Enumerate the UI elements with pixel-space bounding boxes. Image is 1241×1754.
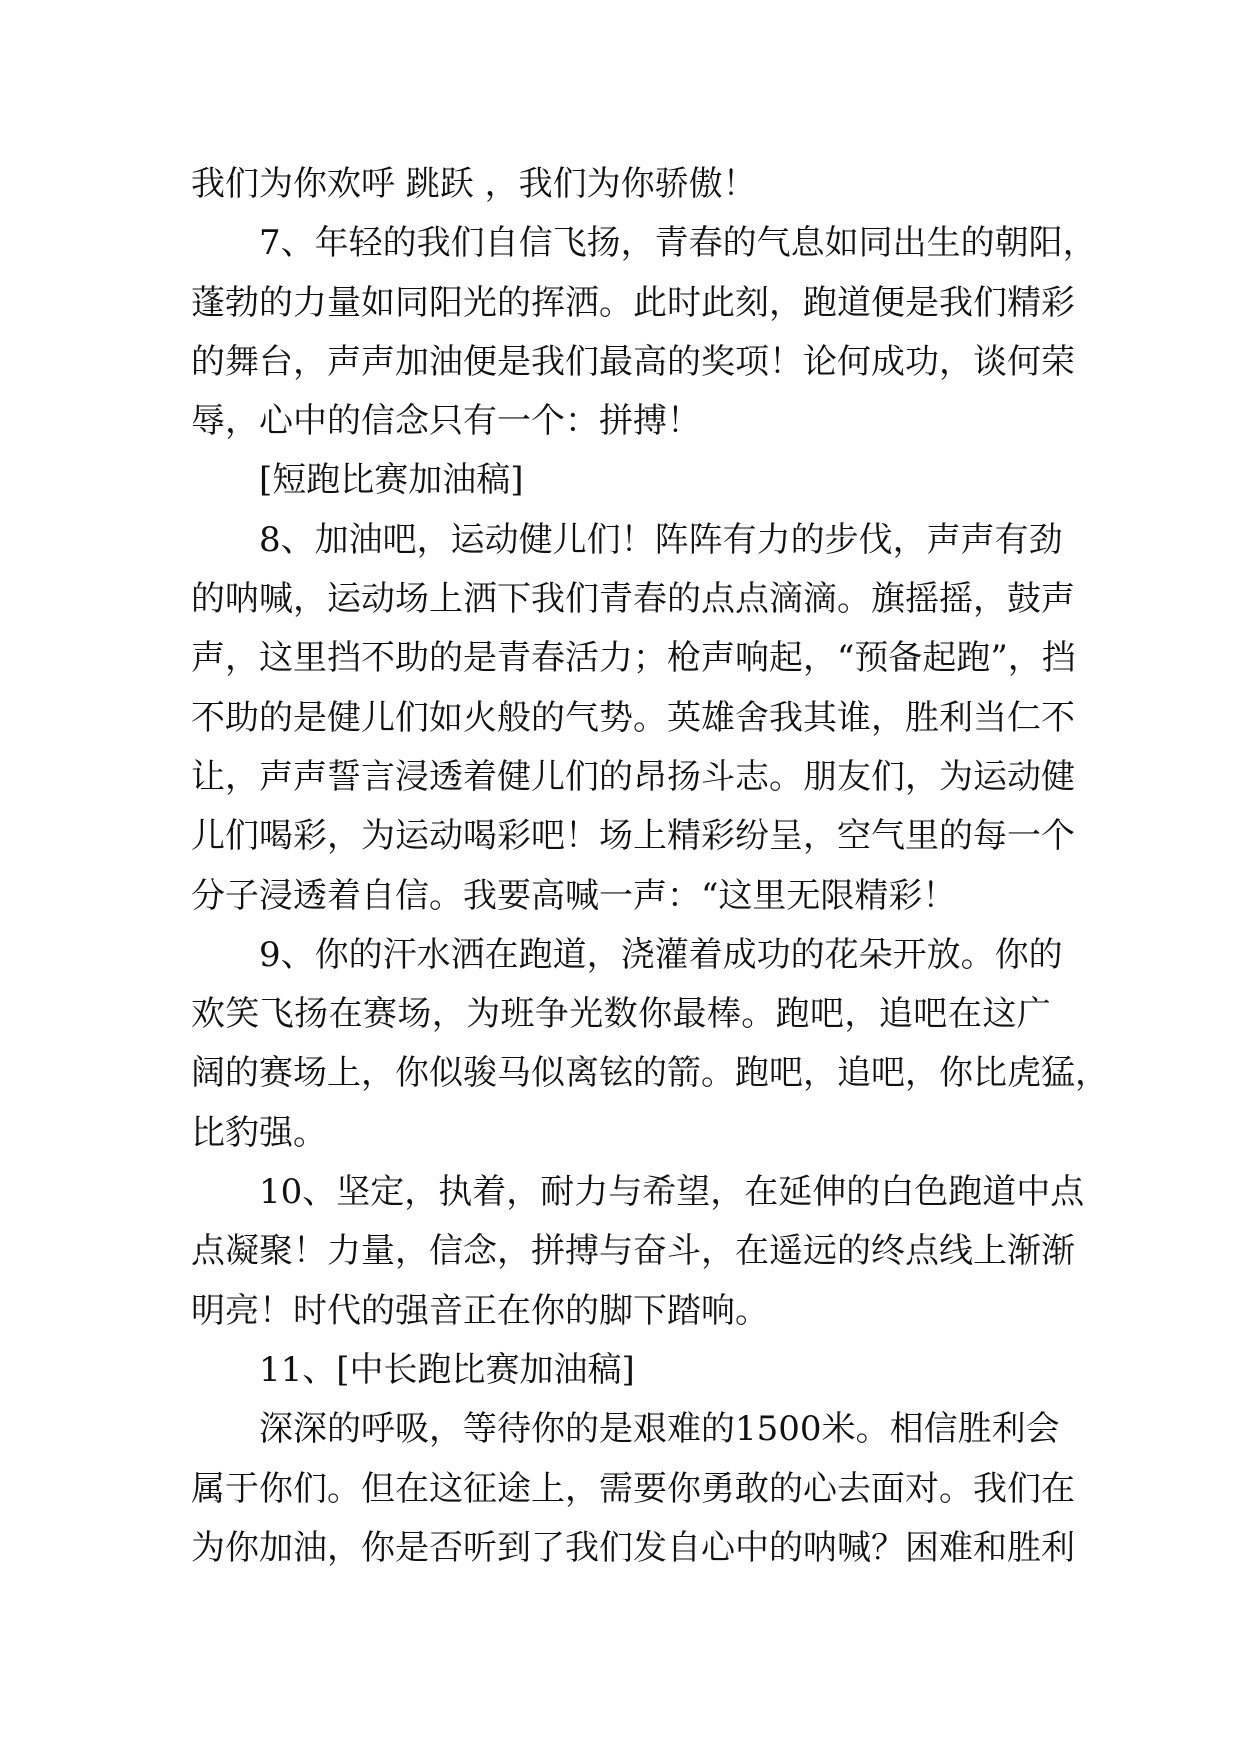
section-heading: 11、[中长跑比赛加油稿]: [259, 1349, 635, 1390]
text-line: 9 、 你 的 汗 水 洒 在 跑 道 ， 浇 灌 着 成 功 的 花 朵 开 放 。 你 的: [259, 934, 1063, 975]
text-line: 欢 笑 飞 扬 在 赛 场 ， 为 班 争 光 数 你 最 棒 。 跑 吧 ， 追 吧 在 这 广: [191, 994, 1051, 1035]
text-line: 8 、 加 油 吧 ， 运 动 健 儿 们 ！ 阵 阵 有 力 的 步 伐 ， 声 声 有 劲: [259, 519, 1063, 560]
section-heading: [短跑比赛加油稿]: [259, 460, 524, 501]
text-line: 比豹强。: [191, 1112, 327, 1153]
text-line: 明亮！时代的强音正在你的脚下踏响。: [191, 1290, 769, 1331]
text-line: 辱，心中的信念只有一个：拼搏！: [191, 401, 701, 442]
text-line: 7 、 年 轻 的 我 们 自 信 飞 扬 ， 青 春 的 气 息 如 同 出 生 的 朝 阳 ，: [259, 223, 1097, 264]
text-line: 让 ， 声 声 誓 言 浸 透 着 健 儿 们 的 昂 扬 斗 志 。 朋 友 们 ， 为 运 动 健: [191, 756, 1075, 797]
text-line: 蓬 勃 的 力 量 如 同 阳 光 的 挥 洒 。 此 时 此 刻 ， 跑 道 便 是 我 们 精 彩: [191, 282, 1075, 323]
text-line: 深 深 的 呼 吸 ， 等 待 你 的 是 艰 难 的 1 5 0 0 米 。 相 信 胜 利 会: [259, 1409, 1060, 1450]
text-line: 为 你 加 油 ， 你 是 否 听 到 了 我 们 发 自 心 中 的 呐 喊 ？ 困 难 和 胜 利: [191, 1527, 1075, 1568]
text-line: 我们为你欢呼 跳跃 ，我们为你骄傲！: [191, 164, 757, 204]
text-line: 属 于 你 们 。 但 在 这 征 途 上 ， 需 要 你 勇 敢 的 心 去 面 对 。 我 们 在: [191, 1468, 1075, 1509]
text-line: 儿 们 喝 彩 ， 为 运 动 喝 彩 吧 ！ 场 上 精 彩 纷 呈 ， 空 气 里 的 每 一 个: [191, 816, 1075, 857]
text-line: 分子浸透着自信。我要高喊一声：“这里无限精彩！: [191, 875, 957, 916]
text-line: 的 呐 喊 ， 运 动 场 上 洒 下 我 们 青 春 的 点 点 滴 滴 。 旗 摇 摇 ， 鼓 声: [191, 579, 1075, 620]
text-line: 点 凝 聚 ！ 力 量 ， 信 念 ， 拼 搏 与 奋 斗 ， 在 遥 远 的 终 点 线 上 渐 渐: [191, 1231, 1075, 1272]
text-line: 不 助 的 是 健 儿 们 如 火 般 的 气 势 。 英 雄 舍 我 其 谁 ， 胜 利 当 仁 不: [191, 697, 1075, 738]
text-line: 的 舞 台 ， 声 声 加 油 便 是 我 们 最 高 的 奖 项 ！ 论 何 成 功 ， 谈 何 荣: [191, 341, 1075, 382]
document-body: [191, 155, 1109, 1578]
text-line: 1 0 、 坚 定 ， 执 着 ， 耐 力 与 希 望 ， 在 延 伸 的 白 色 跑 道 中 点: [259, 1172, 1085, 1213]
text-line: 阔 的 赛 场 上 ， 你 似 骏 马 似 离 铉 的 箭 。 跑 吧 ， 追 吧 ， 你 比 虎 猛 ，: [191, 1053, 1109, 1094]
text-line: 声 ， 这 里 挡 不 助 的 是 青 春 活 力 ； 枪 声 响 起 ， “ 预 备 起 跑 ” ， 挡: [191, 638, 1076, 679]
